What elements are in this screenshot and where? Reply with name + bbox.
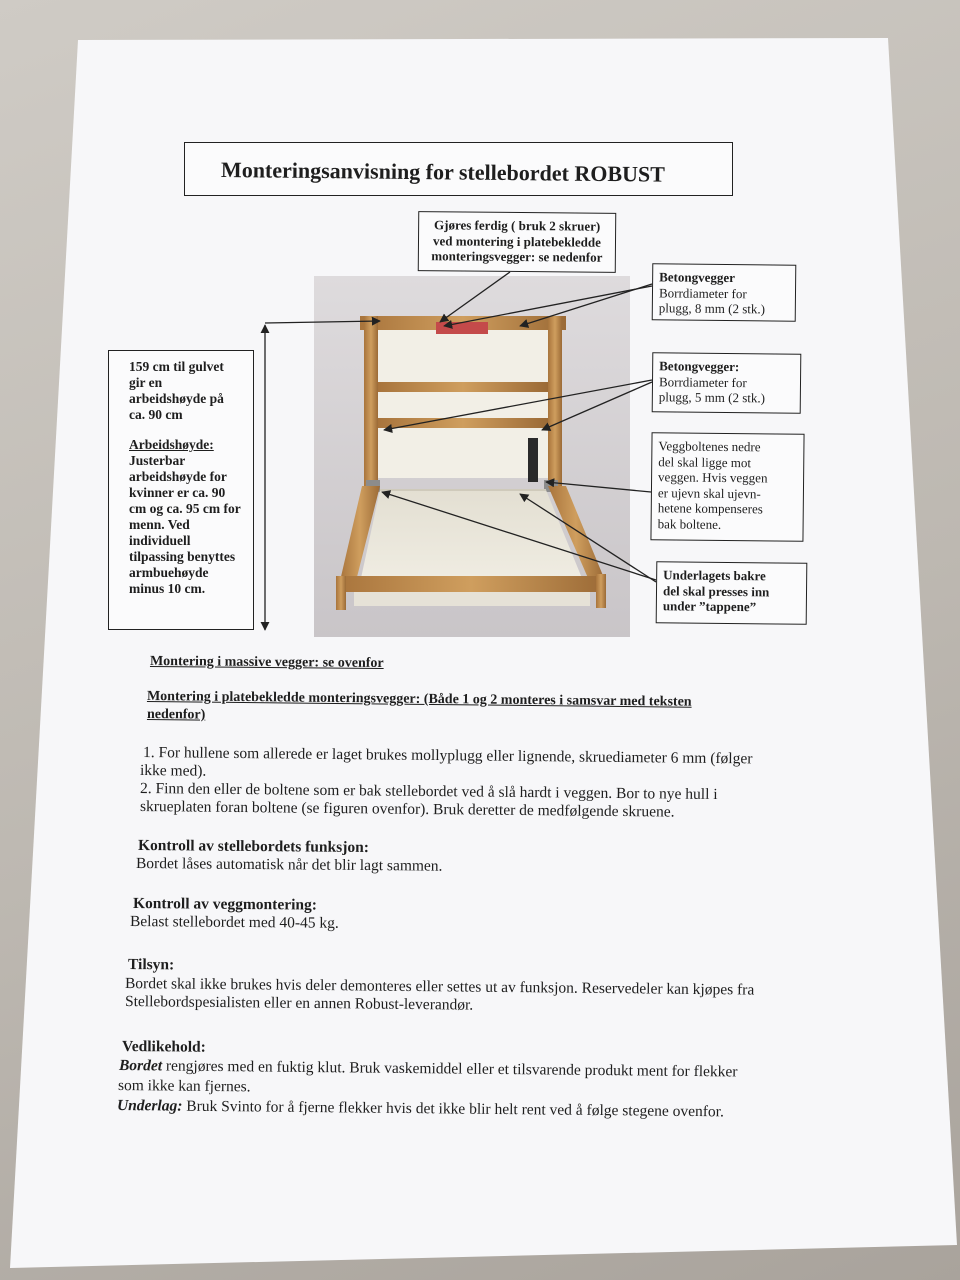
maintenance-table-text: rengjøres med en fuktig klut. Bruk vaskemiddel eller et tilsvarende produkt ment for flekker <box>161 1057 738 1081</box>
work-height-line: Justerbar <box>129 453 186 468</box>
callout-line: under ”tappene” <box>662 598 757 615</box>
section-maintenance-heading: Vedlikehold: <box>121 1038 206 1056</box>
maintenance-table-line-2: som ikke kan fjernes. <box>117 1077 251 1096</box>
section-plate-walls-heading: Montering i platebekledde monteringsvegger: (Både 1 og 2 monteres i samsvar med teksten <box>146 689 692 710</box>
callout-line: ved montering i platebekledde <box>432 232 602 250</box>
height-line: ca. 90 cm <box>129 407 183 422</box>
section-plate-walls-heading-2: nedenfor) <box>146 707 206 723</box>
callout-line: monteringsvegger: se nedenfor <box>431 248 603 265</box>
step-2-cont: skrueplaten foran boltene (se figuren ovenfor). Bruk deretter de medfølgende skruene. <box>139 798 675 821</box>
callout-finish-screws <box>418 211 617 273</box>
work-height-line: arbeidshøyde for <box>129 469 227 484</box>
callout-concrete-8mm <box>652 263 797 322</box>
callout-line: Gjøres ferdig ( bruk 2 skruer) <box>433 217 601 234</box>
height-info-box <box>108 350 254 630</box>
label-sticker <box>436 322 488 334</box>
callout-line: Underlagets bakre <box>663 567 766 584</box>
height-line: arbeidshøyde på <box>129 391 224 406</box>
section-supervision-text-2: Stellebordspesialisten eller en annen Robust-leverandør. <box>124 993 474 1014</box>
maintenance-table-label: Bordet <box>118 1057 163 1075</box>
height-line: 159 cm til gulvet <box>129 359 224 374</box>
page-title: Monteringsanvisning for stellebordet ROBUST <box>220 157 666 187</box>
work-height-line: minus 10 cm. <box>129 581 206 596</box>
section-massive-walls: Montering i massive vegger: se ovenfor <box>149 654 384 672</box>
work-height-line: kvinner er ca. 90 <box>129 485 226 500</box>
section-wall-text: Belast stellebordet med 40-45 kg. <box>129 913 339 932</box>
work-height-heading: Arbeidshøyde: <box>129 437 214 452</box>
height-line: gir en <box>129 375 163 390</box>
step-2: 2. Finn den eller de boltene som er bak stellebordet ved å slå hardt i veggen. Bor to nye hull i <box>139 780 718 804</box>
callout-concrete-5mm <box>652 352 802 414</box>
callout-line: Veggboltenes nedre <box>658 438 761 455</box>
callout-title: Betongvegger <box>659 269 736 286</box>
callout-line: del skal ligge mot <box>658 453 752 470</box>
title-box <box>184 142 733 196</box>
section-supervision-heading: Tilsyn: <box>127 956 175 974</box>
work-height-line: cm og ca. 95 cm for <box>129 501 241 516</box>
step-1: 1. For hullene som allerede er laget brukes mollyplugg eller lignende, skruediameter 6 mm (følger <box>142 744 753 768</box>
callout-line: plugg, 8 mm (2 stk.) <box>658 300 766 317</box>
maintenance-pad-text: Bruk Svinto for å fjerne flekker hvis det ikke blir helt rent ved å følge stegene ovenfor. <box>182 1097 724 1121</box>
callout-line: bak boltene. <box>657 515 722 532</box>
changing-table-illustration <box>314 276 630 637</box>
callout-line: veggen. Hvis veggen <box>658 469 768 486</box>
work-height-line: tilpassing benyttes <box>129 549 236 564</box>
callout-line: hetene kompenseres <box>657 500 763 517</box>
callout-pad <box>656 561 808 625</box>
section-function-heading: Kontroll av stellebordets funksjon: <box>137 837 370 857</box>
section-function-text: Bordet låses automatisk når det blir lagt sammen. <box>135 855 443 875</box>
section-supervision-text: Bordet skal ikke brukes hvis deler demonteres eller settes ut av funksjon. Reservedeler kan kjøpes fra <box>124 975 755 999</box>
work-height-line: armbuehøyde <box>129 565 209 580</box>
work-height-line: individuell <box>129 533 191 548</box>
maintenance-pad-label: Underlag: <box>116 1097 183 1115</box>
height-paragraph <box>129 359 243 423</box>
callout-line: Borrdiameter for <box>658 284 747 301</box>
callout-title: Betongvegger: <box>659 358 740 375</box>
product-photo <box>314 276 630 637</box>
callout-wall-bolts <box>650 432 804 542</box>
callout-line: plugg, 5 mm (2 stk.) <box>658 389 766 406</box>
work-height-paragraph <box>129 437 243 597</box>
callout-line: del skal presses inn <box>662 582 770 599</box>
step-1-cont: ikke med). <box>139 762 207 780</box>
callout-line: er ujevn skal ujevn- <box>657 484 761 501</box>
section-wall-heading: Kontroll av veggmontering: <box>132 895 318 914</box>
callout-line: Borrdiameter for <box>658 373 747 390</box>
work-height-line: menn. Ved <box>129 517 190 532</box>
